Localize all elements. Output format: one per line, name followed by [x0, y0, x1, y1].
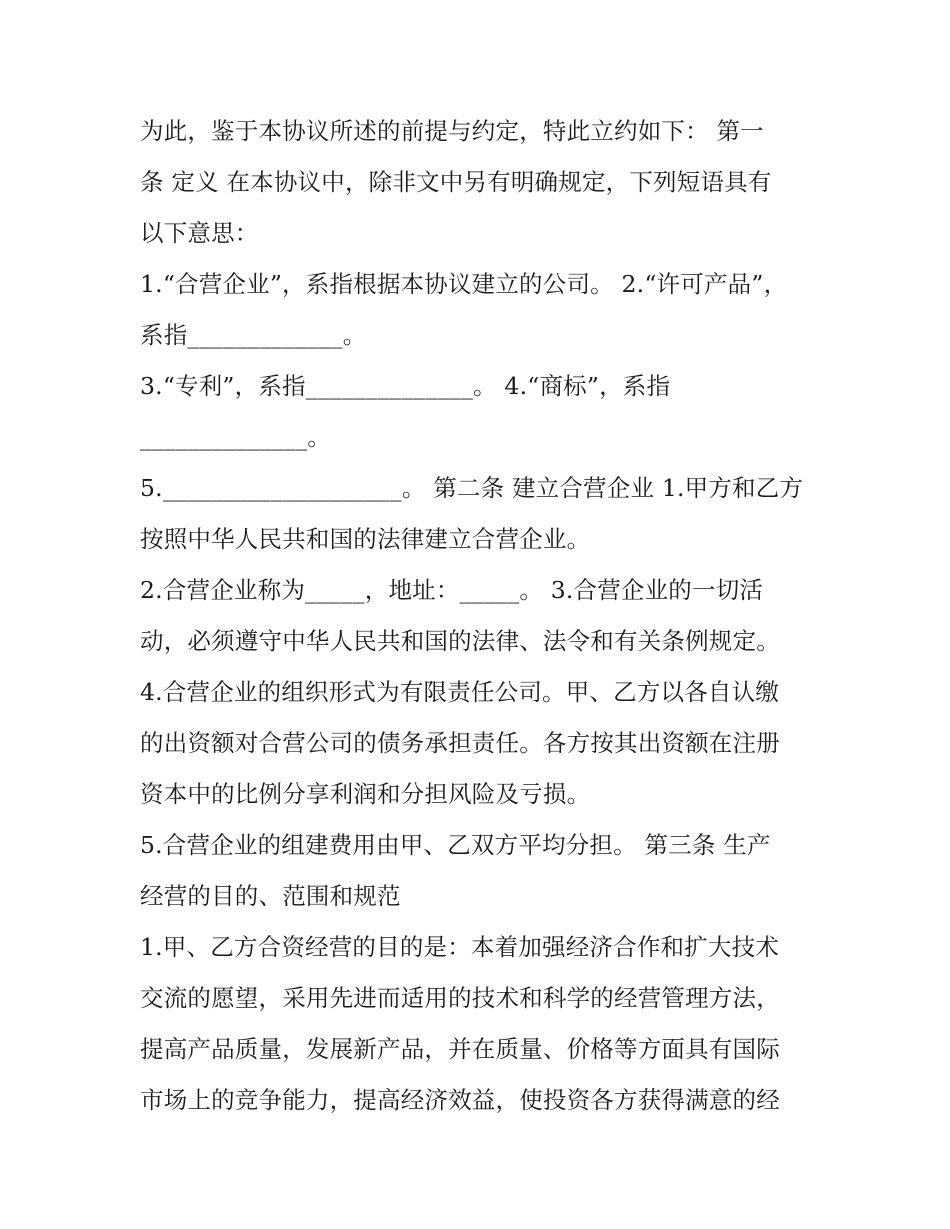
text-line: 5.合营企业的组建费用由甲、乙双方平均分担。 第三条 生产	[140, 831, 771, 859]
text-line: 1.甲、乙方合资经营的目的是：本着加强经济合作和扩大技术	[140, 933, 780, 961]
text-line: 交流的愿望，采用先进而适用的技术和科学的经营管理方法，	[140, 984, 780, 1012]
text-line: 提高产品质量，发展新产品，并在质量、价格等方面具有国际	[140, 1035, 780, 1063]
text-line: 4.合营企业的组织形式为有限责任公司。甲、乙方以各自认缴	[140, 678, 780, 706]
text-line: 市场上的竞争能力，提高经济效益，使投资各方获得满意的经	[140, 1086, 780, 1114]
text-line: 2.合营企业称为_____，地址：_____。 3.合营企业的一切活	[140, 576, 764, 604]
text-line: 按照中华人民共和国的法律建立合营企业。	[140, 525, 591, 553]
text-line: 系指_____________。	[140, 321, 367, 349]
document-body	[140, 106, 820, 1126]
text-line: 动，必须遵守中华人民共和国的法律、法令和有关条例规定。	[140, 627, 780, 655]
text-line: 以下意思：	[140, 219, 259, 247]
text-line: 的出资额对合营公司的债务承担责任。各方按其出资额在注册	[140, 729, 780, 757]
text-line: 1.“合营企业”，系指根据本协议建立的公司。 2.“许可产品”，	[140, 270, 788, 298]
text-line: 经营的目的、范围和规范	[140, 882, 401, 910]
text-line: 条 定义 在本协议中，除非文中另有明确规定，下列短语具有	[140, 168, 772, 196]
text-line: 为此，鉴于本协议所述的前提与约定，特此立约如下： 第一	[140, 117, 764, 145]
text-line: 5.____________________。 第二条 建立合营企业 1.甲方和乙方	[140, 474, 804, 502]
text-line: 3.“专利”，系指______________。 4.“商标”，系指	[140, 372, 671, 400]
text-line: ______________。	[140, 423, 331, 451]
text-line: 资本中的比例分享利润和分担风险及亏损。	[140, 780, 591, 808]
